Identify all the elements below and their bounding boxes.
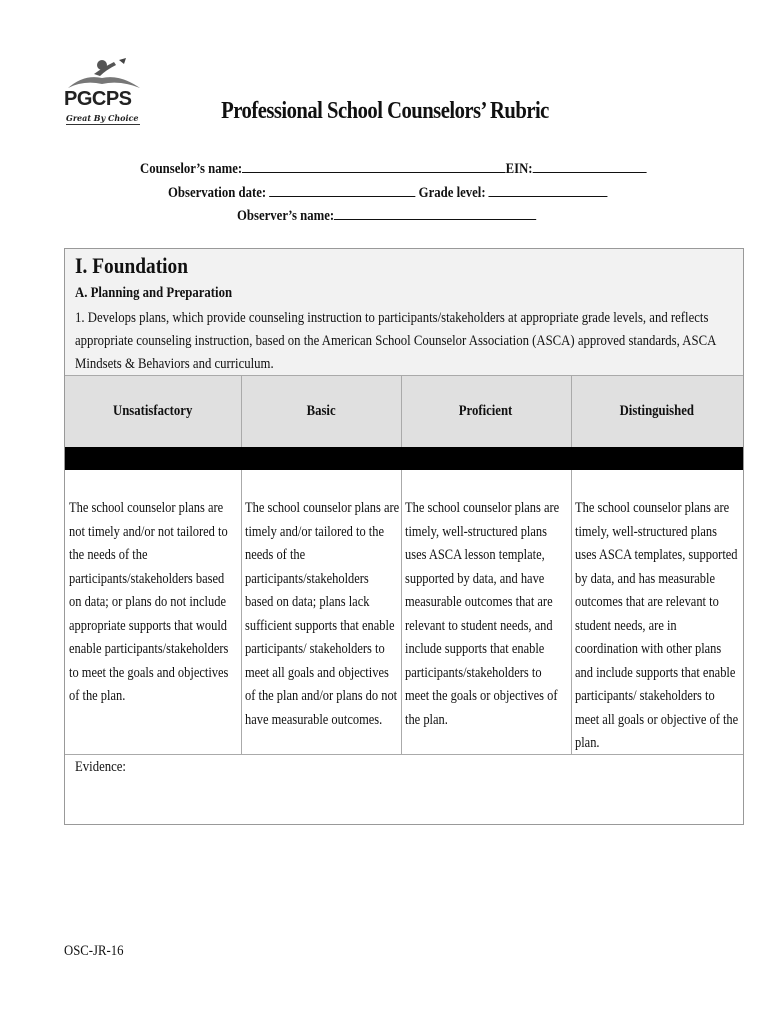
logo-wordmark: PGCPS xyxy=(64,88,132,110)
observation-row xyxy=(168,182,608,202)
ein-field[interactable] xyxy=(533,158,647,173)
desc-unsatisfactory: The school counselor plans are not timely and/or not tailored to the needs of the participants/stakeholders based on data; or plans do not include appropriate supports that would enable participants/stakeholders to meet the goals and objectives of the plan. xyxy=(69,500,229,704)
column-divider xyxy=(241,470,242,754)
desc-distinguished: The school counselor plans are timely, well-structured plans uses ASCA templates, supported by data, and has measurable outcomes that are relevant to student needs, are in coordination with other plans and include supports that enable participants/ stakeholders to meet all goals or objective of the plan. xyxy=(575,500,739,751)
column-divider xyxy=(571,470,572,754)
ein-label: EIN: xyxy=(505,161,533,177)
column-divider xyxy=(401,375,402,447)
counselor-name-label: Counselor’s name: xyxy=(140,161,243,177)
desc-basic: The school counselor plans are timely and/or tailored to the needs of the participants/stakeholders based on data; plans lack sufficient supports that enable participants/ stakeholders to meet all goals and objectives of the plan and/or plans do not have measurable outcomes. xyxy=(245,500,400,728)
level-distinguished: Distinguished xyxy=(619,402,695,419)
column-divider xyxy=(571,375,572,447)
column-divider xyxy=(401,470,402,754)
section-title: I. Foundation xyxy=(75,253,188,278)
evidence-divider xyxy=(65,754,743,755)
column-divider xyxy=(241,375,242,447)
observer-row xyxy=(237,205,536,225)
section-subtitle: A. Planning and Preparation xyxy=(75,285,233,301)
counselor-name-row xyxy=(140,158,646,178)
observer-name-field[interactable] xyxy=(334,205,536,220)
evidence-label: Evidence: xyxy=(75,759,126,775)
separator-bar xyxy=(65,447,743,470)
observation-date-field[interactable] xyxy=(269,182,415,197)
page-title: Professional School Counselors’ Rubric xyxy=(221,98,549,124)
level-unsatisfactory: Unsatisfactory xyxy=(113,402,193,419)
counselor-name-field[interactable] xyxy=(242,158,506,173)
observer-name-label: Observer’s name: xyxy=(237,208,335,224)
grade-level-field[interactable] xyxy=(489,182,608,197)
footer-code: OSC-JR-16 xyxy=(64,943,124,959)
logo-tagline: Great By Choice xyxy=(66,113,139,123)
grade-level-label: Grade level: xyxy=(418,185,486,201)
criterion-text: 1. Develops plans, which provide counseling instruction to participants/stakeholders at appropriate grade levels, and reflects appropriate counseling instruction, based on the American School Counselor Association (ASCA) approved standards, ASCA Mindsets & Behaviors and curriculum. xyxy=(75,310,716,372)
rubric-table xyxy=(64,248,744,825)
logo-figure-icon xyxy=(64,58,144,90)
level-proficient: Proficient xyxy=(459,402,513,419)
desc-proficient: The school counselor plans are timely, well-structured plans uses ASCA lesson template, supported by data, and have measurable outcomes that are relevant to student needs, and include supports that enable participants/stakeholders to meet the goals or objectives of the plan. xyxy=(405,500,560,728)
level-basic: Basic xyxy=(306,402,336,419)
observation-date-label: Observation date: xyxy=(168,185,267,201)
